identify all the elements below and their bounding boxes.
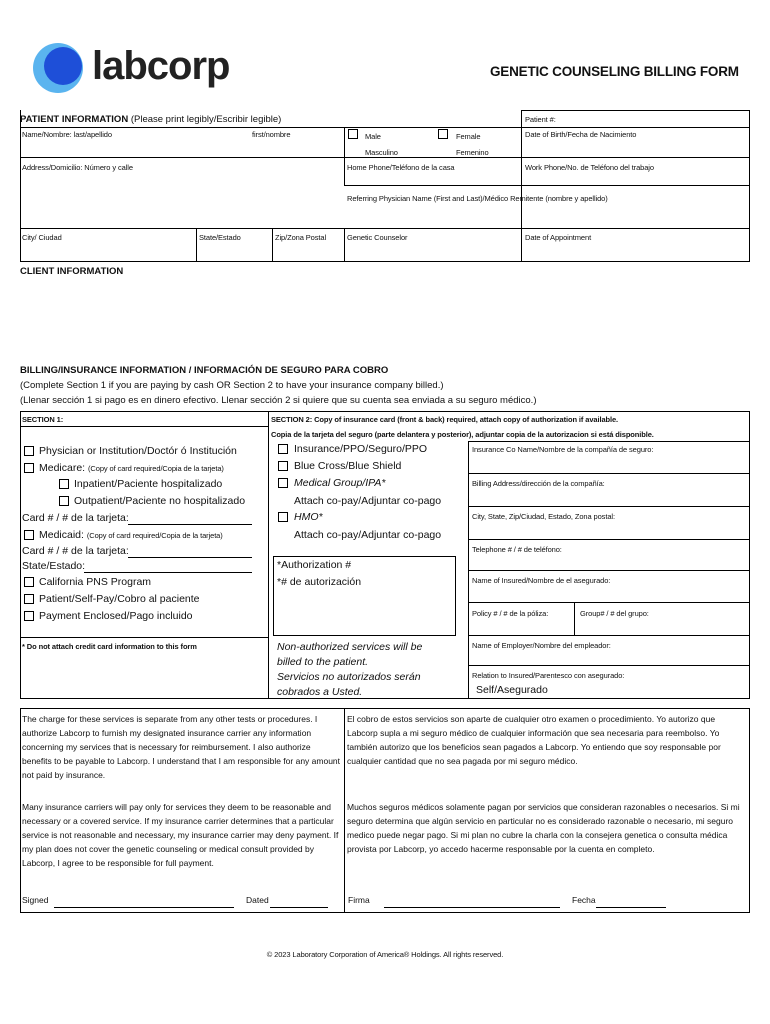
inpatient-checkbox[interactable]: [59, 479, 69, 489]
relation-to-insured-label: Relation to Insured/Parentesco con asegurado:: [472, 671, 625, 680]
insurance-telephone-label: Telephone # / # de teléfono:: [472, 545, 562, 554]
labcorp-logo-mark: [32, 42, 84, 94]
billing-heading: BILLING/INSURANCE INFORMATION / INFORMACIÓN DE SEGURO PARA COBRO: [20, 365, 389, 376]
billing-address-label: Billing Address/dirección de la compañía:: [472, 479, 605, 488]
insurance-city-state-label: City, State, Zip/Ciudad, Estado, Zona postal:: [472, 512, 615, 521]
outpatient-label: Outpatient/Paciente no hospitalizado: [74, 495, 246, 507]
payment-enclosed-label: Payment Enclosed/Pago incluido: [39, 610, 193, 622]
consent-en-2: Many insurance carriers will pay only for services they deem to be reasonable and necessary or a covered service. If my insurance carrier determines that a particular service is not reasonable and necessary, my insurance carrier may deny payment. If my plan does not cover the genetic counseling or medical consult provided by Labcorp, I agree to be responsible for full payment.: [22, 802, 339, 868]
zip-label: Zip/Zona Postal: [275, 233, 327, 242]
insured-name-label: Name of Insured/Nombre de el asegurado:: [472, 576, 611, 585]
fecha-label: Fecha: [572, 895, 596, 905]
first-name-label: first/nombre: [252, 130, 291, 139]
section1-heading: SECTION 1:: [22, 415, 64, 424]
physician-label: Physician or Institution/Doctór ó Institución: [39, 445, 237, 457]
billing-instructions-en: (Complete Section 1 if you are paying by cash OR Section 2 to have your insurance company billed.): [20, 380, 444, 391]
medicare-label: Medicare: (Copy of card required/Copia de la tarjeta): [39, 462, 224, 474]
female-label: Female: [456, 132, 481, 141]
medicaid-state-line[interactable]: [84, 572, 252, 573]
dob-label: Date of Birth/Fecha de Nacimiento: [525, 130, 637, 139]
signed-line[interactable]: [54, 907, 234, 908]
firma-line[interactable]: [384, 907, 560, 908]
bcbs-checkbox[interactable]: [278, 461, 288, 471]
relation-self-value: Self/Asegurado: [476, 684, 548, 696]
medicare-card-line[interactable]: [128, 524, 252, 525]
inpatient-label: Inpatient/Paciente hospitalizado: [74, 478, 223, 490]
payment-enclosed-checkbox[interactable]: [24, 611, 34, 621]
consent-en-1: The charge for these services is separate from any other tests or procedures. I authorize Labcorp to furnish my designated insurance carrier any information concerning my services that is necessary for reimbursement. I also authorize benefits to be payable to Labcorp. I understand that I am responsible for any amount not paid by insurance.: [22, 714, 341, 780]
last-name-label: Name/Nombre: last/apellido: [22, 130, 112, 139]
form-title: GENETIC COUNSELING BILLING FORM: [490, 64, 739, 79]
city-label: City/ Ciudad: [22, 233, 62, 242]
section2-heading-es: Copia de la tarjeta del seguro (parte delantera y posterior), adjuntar copia de la autorizacion si está disponible.: [271, 430, 654, 439]
female-label-es: Femenino: [456, 148, 489, 157]
copyright-footer: © 2023 Laboratory Corporation of America® Holdings. All rights reserved.: [266, 950, 504, 959]
client-info-heading: CLIENT INFORMATION: [20, 266, 124, 277]
labcorp-wordmark: labcorp: [92, 44, 230, 88]
genetic-counselor-label: Genetic Counselor: [347, 233, 408, 242]
fecha-line[interactable]: [596, 907, 666, 908]
copay-note-1: Attach co-pay/Adjuntar co-pago: [294, 495, 442, 507]
copay-note-2: Attach co-pay/Adjuntar co-pago: [294, 529, 442, 541]
labcorp-logo: [32, 42, 242, 94]
medicaid-card-line[interactable]: [128, 557, 252, 558]
medicaid-state-label: State/Estado:: [22, 560, 86, 572]
consent-es-2: Muchos seguros médicos solamente pagan por servicios que consideran razonables o necesarios. Si mi seguro determina que algún servicio en particular no es considerado razonable o necesario, mi seguro medico puede negar pago. Si mi plan no cubre la charla con la consejera genetica o consulta médica provista por Labcorp, yo accedo hacerme responsable por la cuenta en completo.: [347, 802, 740, 854]
consent-es-1: El cobro de estos servicios son aparte de cualquier otro examen o procedimiento. Yo autorizo que Labcorp supla a mi seguro médico de cualquier información que sea necesaria para reembolso. Yo también autorizo que los beneficios sean pagados a Labcorp. Yo entiendo que soy responsable por cualquier cantidad que no sea pagada por mi seguro médico.: [347, 714, 721, 766]
california-pns-label: California PNS Program: [39, 576, 152, 588]
policy-number-label: Policy # / # de la póliza:: [472, 609, 549, 618]
appointment-date-label: Date of Appointment: [525, 233, 592, 242]
self-pay-label: Patient/Self-Pay/Cobro al paciente: [39, 593, 200, 605]
hmo-checkbox[interactable]: [278, 512, 288, 522]
medicaid-checkbox[interactable]: [24, 530, 34, 540]
address-label: Address/Domicilio: Número y calle: [22, 163, 133, 172]
hmo-label: HMO*: [294, 511, 323, 523]
insurance-ppo-label: Insurance/PPO/Seguro/PPO: [294, 443, 428, 455]
referring-physician-label: Referring Physician Name (First and Last)/Médico Remitente (nombre y apellido): [347, 194, 608, 203]
medicaid-label: Medicaid: (Copy of card required/Copia de la tarjeta): [39, 529, 223, 541]
employer-name-label: Name of Employer/Nombre del empleador:: [472, 641, 611, 650]
medicaid-card-label: Card # / # de la tarjeta:: [22, 545, 129, 557]
authorization-label: *Authorization #: [277, 559, 352, 571]
insurance-co-name-label: Insurance Co Name/Nombre de la compañía de seguro:: [472, 445, 654, 454]
section2-heading: SECTION 2: Copy of insurance card (front & back) required, attach copy of authorization if available.: [271, 415, 619, 424]
firma-label: Firma: [348, 895, 370, 905]
state-label: State/Estado: [199, 233, 241, 242]
home-phone-label: Home Phone/Teléfono de la casa: [347, 163, 455, 172]
male-checkbox[interactable]: [348, 129, 358, 139]
non-authorized-note-4: cobrados a Usted.: [277, 686, 363, 698]
medicare-card-label: Card # / # de la tarjeta:: [22, 512, 129, 524]
physician-checkbox[interactable]: [24, 446, 34, 456]
self-pay-checkbox[interactable]: [24, 594, 34, 604]
no-credit-card-note: * Do not attach credit card information to this form: [22, 642, 197, 651]
male-label-es: Masculino: [365, 148, 398, 157]
signed-label: Signed: [22, 895, 49, 905]
medical-group-checkbox[interactable]: [278, 478, 288, 488]
medical-group-label: Medical Group/IPA*: [294, 477, 386, 489]
female-checkbox[interactable]: [438, 129, 448, 139]
authorization-label-es: *# de autorización: [277, 576, 362, 588]
non-authorized-note-3: Servicios no autorizados serán: [277, 671, 421, 683]
group-number-label: Group# / # del grupo:: [580, 609, 649, 618]
california-pns-checkbox[interactable]: [24, 577, 34, 587]
non-authorized-note-1: Non-authorized services will be: [277, 641, 423, 653]
billing-instructions-es: (Llenar sección 1 si pago es en dinero efectivo. Llenar sección 2 si quiere que su cuenta sea enviada a su seguro médico.): [20, 395, 537, 406]
patient-info-heading: PATIENT INFORMATION (Please print legibly/Escribir legible): [20, 114, 282, 125]
dated-label: Dated: [246, 895, 269, 905]
patient-number-label: Patient #:: [525, 115, 556, 124]
bcbs-label: Blue Cross/Blue Shield: [294, 460, 402, 472]
dated-line[interactable]: [270, 907, 328, 908]
male-label: Male: [365, 132, 381, 141]
outpatient-checkbox[interactable]: [59, 496, 69, 506]
insurance-ppo-checkbox[interactable]: [278, 444, 288, 454]
work-phone-label: Work Phone/No. de Teléfono del trabajo: [525, 163, 654, 172]
medicare-checkbox[interactable]: [24, 463, 34, 473]
non-authorized-note-2: billed to the patient.: [277, 656, 369, 668]
